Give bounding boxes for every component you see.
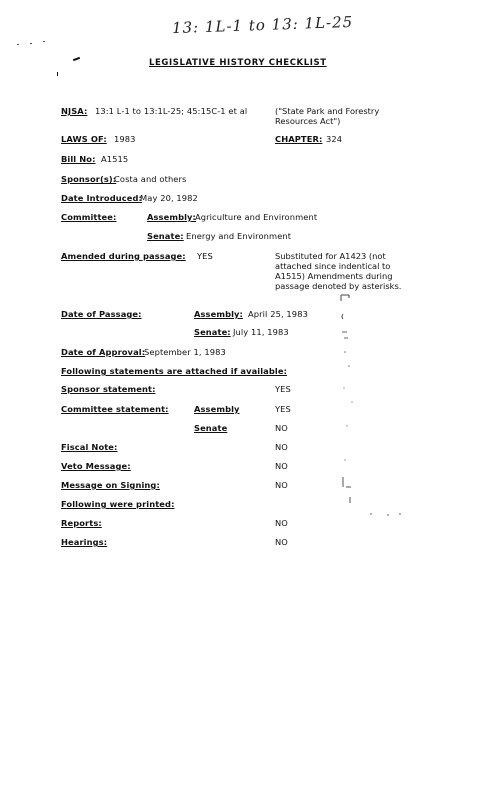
date-of-approval-label: Date of Approval:: [61, 347, 146, 357]
laws-of-value: 1983: [114, 134, 136, 144]
reports-value: NO: [275, 518, 288, 528]
committee-statement-label: Committee statement:: [61, 404, 169, 414]
handwritten-note: 13: 1L-1 to 13: 1L-25: [171, 12, 354, 38]
bill-no-label: Bill No:: [61, 154, 96, 164]
sponsors-label: Sponsor(s):: [61, 174, 117, 184]
date-of-approval-value: September 1, 1983: [144, 347, 226, 357]
committee-assembly-value: Agriculture and Environment: [195, 212, 318, 222]
committee-statement-assembly-label: Assembly: [194, 404, 240, 414]
passage-senate-label: Senate:: [194, 327, 231, 337]
committee-label: Committee:: [61, 212, 117, 222]
attached-statements-heading: Following statements are attached if available:: [61, 366, 288, 376]
scan-noise: [336, 292, 416, 522]
amended-note: Substituted for A1423 (not attached since indentical to A1515) Amendments during passage denoted by asterisks.: [275, 251, 402, 291]
sponsor-statement-label: Sponsor statement:: [61, 384, 156, 394]
committee-statement-senate-value: NO: [275, 423, 288, 433]
njsa-label: NJSA:: [61, 106, 88, 116]
fiscal-note-value: NO: [275, 442, 288, 452]
chapter-label: CHAPTER:: [275, 134, 323, 144]
committee-statement-senate-label: Senate: [194, 423, 228, 433]
short-title: ("State Park and Forestry Resources Act"): [275, 106, 380, 126]
sponsors-value: Costa and others: [114, 174, 187, 184]
committee-senate-label: Senate:: [147, 231, 184, 241]
scan-speck: [30, 43, 32, 44]
scan-speck: [17, 44, 19, 45]
date-of-passage-label: Date of Passage:: [61, 309, 142, 319]
sponsor-statement-value: YES: [275, 384, 291, 394]
bill-no-value: A1515: [101, 154, 129, 164]
scan-speck: [43, 41, 45, 42]
passage-assembly-label: Assembly:: [194, 309, 243, 319]
committee-statement-assembly-value: YES: [275, 404, 291, 414]
veto-message-value: NO: [275, 461, 288, 471]
laws-of-label: LAWS OF:: [61, 134, 107, 144]
njsa-value: 13:1 L-1 to 13:1L-25; 45:15C-1 et al: [95, 106, 248, 116]
hearings-label: Hearings:: [61, 537, 108, 547]
amended-label: Amended during passage:: [61, 251, 186, 261]
veto-message-label: Veto Message:: [61, 461, 131, 471]
message-on-signing-value: NO: [275, 480, 288, 490]
amended-value: YES: [197, 251, 213, 261]
passage-assembly-value: April 25, 1983: [248, 309, 308, 319]
printed-heading: Following were printed:: [61, 499, 175, 509]
document-title: LEGISLATIVE HISTORY CHECKLIST: [149, 58, 327, 68]
committee-senate-value: Energy and Environment: [186, 231, 292, 241]
fiscal-note-label: Fiscal Note:: [61, 442, 118, 452]
passage-senate-value: July 11, 1983: [233, 327, 289, 337]
scan-speck: [57, 72, 58, 76]
chapter-value: 324: [326, 134, 343, 144]
committee-assembly-label: Assembly:: [147, 212, 196, 222]
hearings-value: NO: [275, 537, 288, 547]
message-on-signing-label: Message on Signing:: [61, 480, 160, 490]
reports-label: Reports:: [61, 518, 102, 528]
date-introduced-label: Date Introduced:: [61, 193, 142, 203]
scan-speck: [73, 57, 80, 61]
date-introduced-value: May 20, 1982: [140, 193, 198, 203]
